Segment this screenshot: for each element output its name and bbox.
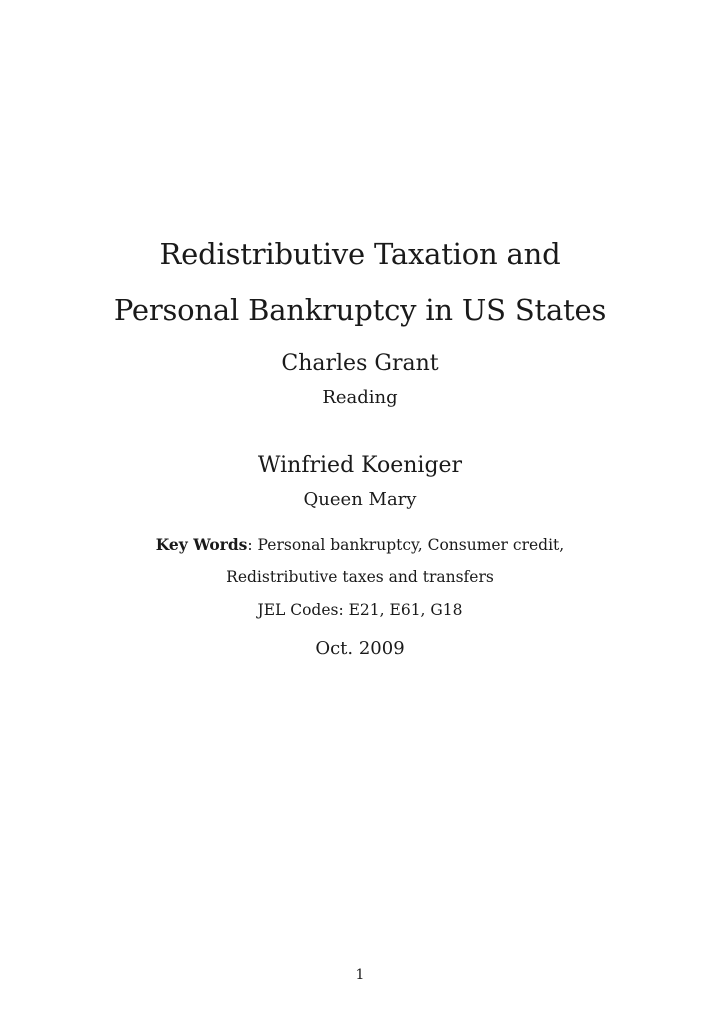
keywords-text-1: : Personal bankruptcy, Consumer credit,	[247, 536, 565, 554]
author-name-1: Charles Grant	[281, 351, 439, 376]
keywords-line-2: Redistributive taxes and transfers	[226, 568, 494, 586]
title-line-1: Redistributive Taxation and	[159, 237, 561, 271]
page-number: 1	[355, 967, 365, 983]
author-affiliation-1: Reading	[322, 387, 398, 408]
author-affiliation-2: Queen Mary	[303, 489, 417, 510]
date: Oct. 2009	[315, 638, 405, 659]
jel-codes: JEL Codes: E21, E61, G18	[257, 601, 463, 619]
keywords-line-1	[0, 537, 720, 554]
author-name-2: Winfried Koeniger	[257, 453, 463, 478]
keywords-label: Key Words	[155, 535, 248, 554]
title-line-2: Personal Bankruptcy in US States	[113, 293, 607, 327]
